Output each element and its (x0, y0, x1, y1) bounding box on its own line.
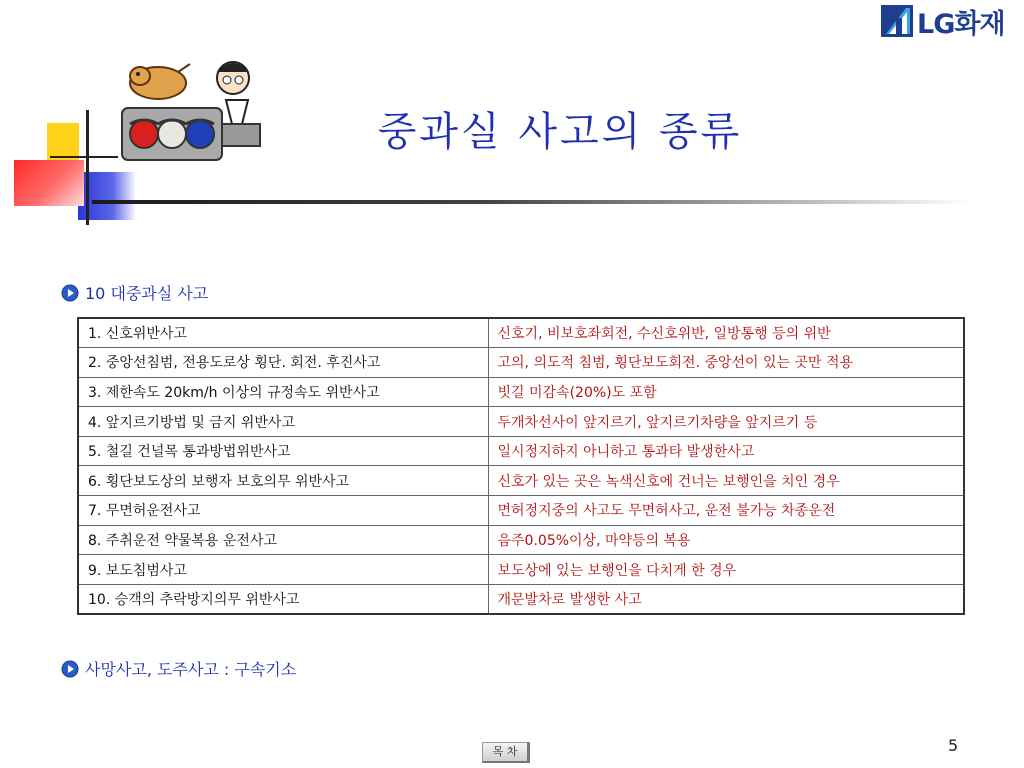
offense-table (77, 317, 965, 615)
table-row (78, 496, 964, 526)
note-cell: 신호가 있는 곳은 녹색신호에 건너는 보행인을 치인 경우 (488, 466, 964, 496)
note-cell: 보도상에 있는 보행인을 다치게 한 경우 (488, 555, 964, 585)
table-row (78, 407, 964, 437)
note-cell: 고의, 의도적 침범, 횡단보도회전. 중앙선이 있는 곳만 적용 (488, 348, 964, 378)
note-cell: 신호기, 비보호좌회전, 수신호위반, 일방통행 등의 위반 (488, 318, 964, 348)
violation-cell: 2. 중앙선침범, 전용도로상 횡단. 회전. 후진사고 (78, 348, 488, 378)
company-logo (880, 2, 1005, 40)
page-number: 5 (948, 736, 959, 755)
title-underline (92, 200, 972, 204)
violation-cell: 5. 철길 건널목 통과방법위반사고 (78, 436, 488, 466)
note-cell: 두개차선사이 앞지르기, 앞지르기차량을 앞지르기 등 (488, 407, 964, 437)
note-cell: 일시정지하지 아니하고 통과타 발생한사고 (488, 436, 964, 466)
table-row (78, 318, 964, 348)
logo-text: LG화재 (917, 8, 1005, 40)
section-heading-label: 사망사고, 도주사고 : 구속기소 (85, 660, 297, 679)
violation-cell: 1. 신호위반사고 (78, 318, 488, 348)
note-cell: 빗길 미감속(20%)도 포함 (488, 377, 964, 407)
table-row (78, 436, 964, 466)
table-row (78, 555, 964, 585)
violation-cell: 3. 제한속도 20km/h 이상의 규정속도 위반사고 (78, 377, 488, 407)
play-circle-icon (61, 284, 79, 302)
table-row (78, 584, 964, 614)
violation-cell: 6. 횡단보도상의 보행자 보호의무 위반사고 (78, 466, 488, 496)
violation-cell: 4. 앞지르기방법 및 금지 위반사고 (78, 407, 488, 437)
section-heading-major-offenses (61, 281, 208, 304)
violation-cell: 9. 보도침범사고 (78, 555, 488, 585)
table-of-contents-button[interactable]: 목 차 (482, 742, 530, 763)
violation-cell: 7. 무면허운전사고 (78, 496, 488, 526)
note-cell: 개문발차로 발생한 사고 (488, 584, 964, 614)
table-row (78, 466, 964, 496)
violation-cell: 10. 승객의 추락방지의무 위반사고 (78, 584, 488, 614)
section-heading-penalty (61, 657, 296, 680)
section-heading-label: 10 대중과실 사고 (85, 284, 209, 303)
violation-cell: 8. 주취운전 약물복용 운전사고 (78, 525, 488, 555)
page-title: 중과실 사고의 종류 (377, 109, 743, 155)
deco-red-square (14, 160, 84, 206)
table-row (78, 377, 964, 407)
note-cell: 음주0.05%이상, 마약등의 복용 (488, 525, 964, 555)
traffic-light-cartoon (118, 58, 264, 168)
note-cell: 면허정지중의 사고도 무면허사고, 운전 불가능 차종운전 (488, 496, 964, 526)
lg-logo-icon (880, 4, 914, 38)
deco-vertical-line (86, 110, 89, 225)
play-circle-icon (61, 660, 79, 678)
table-row (78, 525, 964, 555)
table-row (78, 348, 964, 378)
